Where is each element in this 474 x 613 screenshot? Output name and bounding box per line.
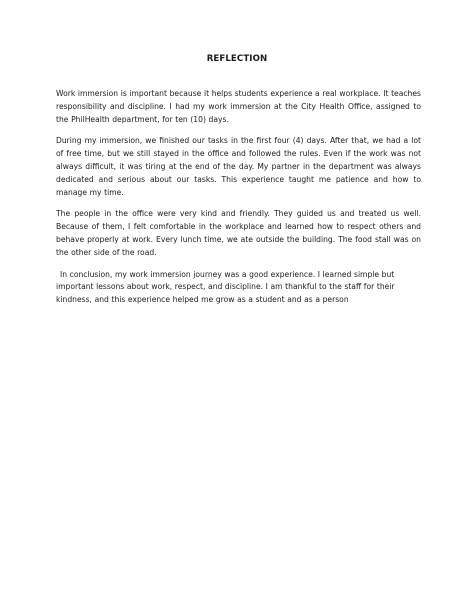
paragraph-intro: Work immersion is important because it helps students experience a real workplace. It teaches responsibility and discipline. I had my work immersion at the City Health Office, assigned to the PhilHealth department, for ten (10) days. — [56, 89, 421, 124]
document-body — [56, 88, 421, 316]
page-title: REFLECTION — [206, 54, 268, 64]
paragraph-experience: During my immersion, we finished our tasks in the first four (4) days. After that, we had a lot of free time, but we still stayed in the office and followed the rules. Even if the work was not always difficult, it was tiring at the end of the day. My partner in the department was always dedicated and serious about our tasks. This experience taught me patience and how to manage my time. — [56, 136, 421, 197]
paragraph-conclusion: In conclusion, my work immersion journey was a good experience. I learned simple but important lessons about work, respect, and discipline. I am thankful to the staff for their kindness, and this experience helped me grow as a student and as a person — [56, 269, 395, 305]
paragraph-office-people: The people in the office were very kind and friendly. They guided us and treated us well. Because of them, I felt comfortable in the workplace and learned how to respect others and behave properly at work. Every lunch time, we ate outside the building. The food stall was on the other side of the road. — [56, 209, 421, 257]
